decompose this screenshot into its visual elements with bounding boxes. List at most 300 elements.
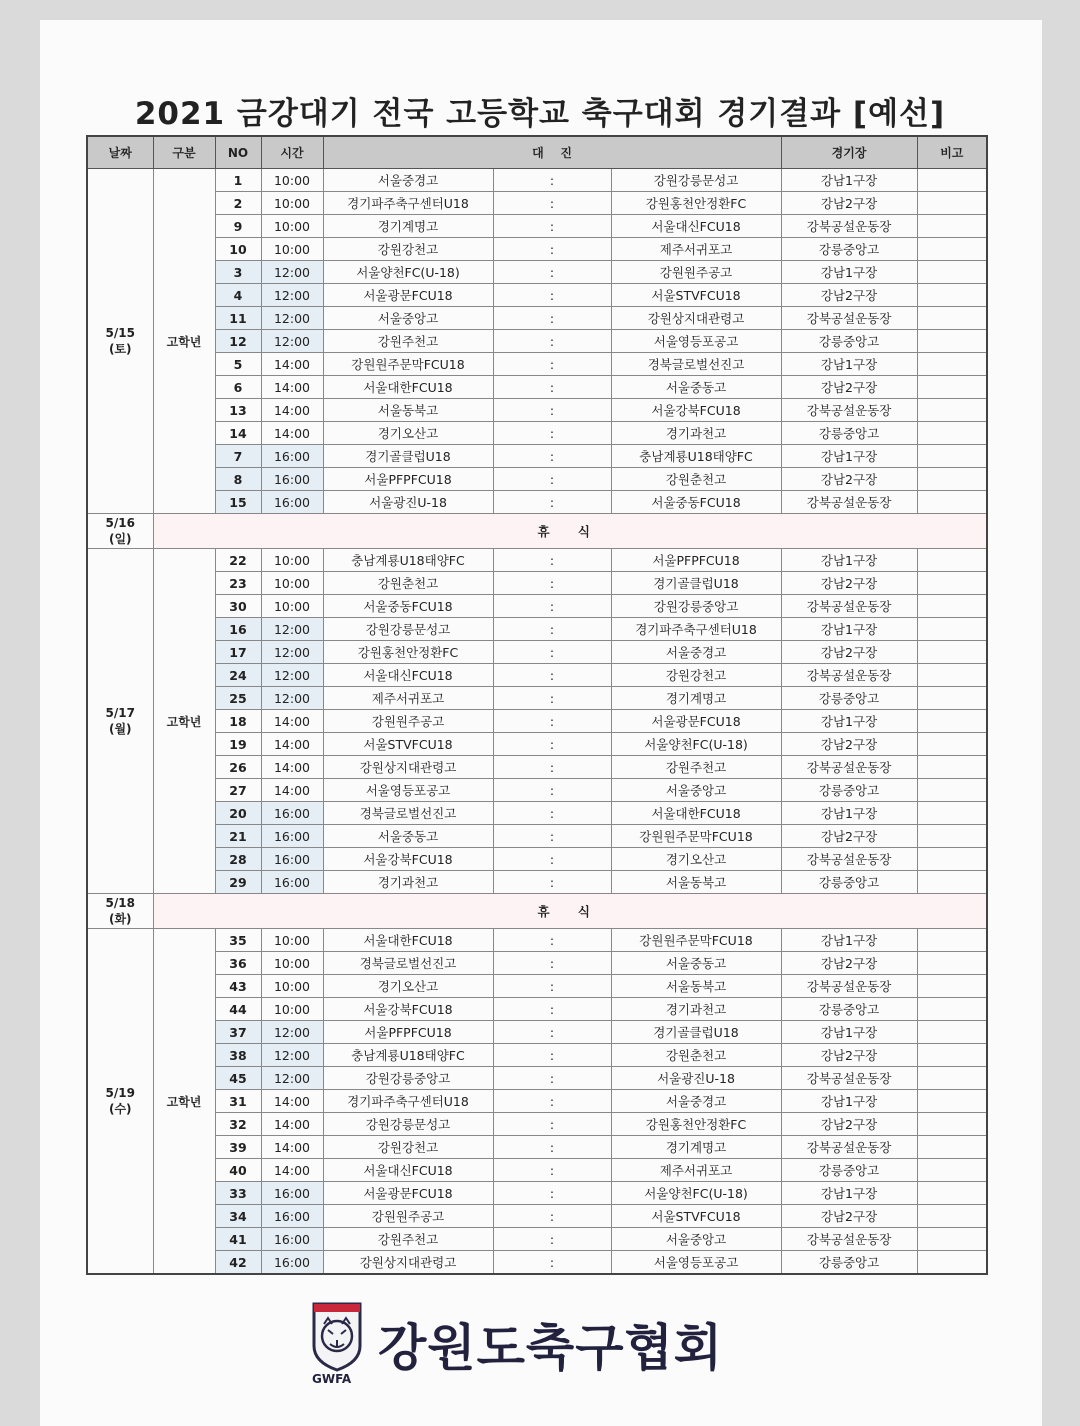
note-cell: [917, 284, 987, 307]
home-team: 강원주천고: [323, 330, 493, 353]
venue-cell: 강남1구장: [781, 1182, 917, 1205]
versus-separator: :: [493, 618, 611, 641]
versus-separator: :: [493, 687, 611, 710]
home-team: 서울강북FCU18: [323, 998, 493, 1021]
match-time: 16:00: [261, 825, 323, 848]
match-no: 36: [215, 952, 261, 975]
note-cell: [917, 399, 987, 422]
match-time: 14:00: [261, 376, 323, 399]
match-time: 12:00: [261, 330, 323, 353]
match-no: 39: [215, 1136, 261, 1159]
schedule-table: [86, 135, 988, 1275]
match-no: 29: [215, 871, 261, 894]
note-cell: [917, 975, 987, 998]
match-row: [87, 284, 987, 307]
match-time: 12:00: [261, 1044, 323, 1067]
org-name: 강원도축구협회: [378, 1319, 724, 1377]
note-cell: [917, 238, 987, 261]
match-time: 12:00: [261, 687, 323, 710]
venue-cell: 강남1구장: [781, 1021, 917, 1044]
away-team: 강원원주문막FCU18: [611, 825, 781, 848]
match-no: 18: [215, 710, 261, 733]
versus-separator: :: [493, 1205, 611, 1228]
venue-cell: 강남2구장: [781, 376, 917, 399]
versus-separator: :: [493, 215, 611, 238]
match-time: 14:00: [261, 1090, 323, 1113]
note-cell: [917, 491, 987, 514]
versus-separator: :: [493, 779, 611, 802]
home-team: 서울중앙고: [323, 307, 493, 330]
match-time: 14:00: [261, 1113, 323, 1136]
home-team: 충남계룡U18태양FC: [323, 549, 493, 572]
match-row: [87, 1205, 987, 1228]
match-row: [87, 353, 987, 376]
match-no: 14: [215, 422, 261, 445]
date-line: 5/17: [105, 705, 135, 720]
match-time: 12:00: [261, 664, 323, 687]
versus-separator: :: [493, 238, 611, 261]
venue-cell: 강남1구장: [781, 169, 917, 192]
away-team: 경기계명고: [611, 687, 781, 710]
match-time: 12:00: [261, 1021, 323, 1044]
venue-cell: 강남1구장: [781, 929, 917, 952]
date-cell: [87, 549, 153, 894]
home-team: 경기오산고: [323, 975, 493, 998]
versus-separator: :: [493, 998, 611, 1021]
versus-separator: :: [493, 261, 611, 284]
away-team: 경북글로벌선진고: [611, 353, 781, 376]
match-time: 10:00: [261, 215, 323, 238]
grade-cell: 고학년: [153, 929, 215, 1275]
match-row: [87, 1021, 987, 1044]
match-no: 8: [215, 468, 261, 491]
match-row: [87, 618, 987, 641]
header-venue: 경기장: [781, 136, 917, 169]
home-team: 경북글로벌선진고: [323, 802, 493, 825]
match-row: [87, 399, 987, 422]
home-team: 경기골클럽U18: [323, 445, 493, 468]
match-time: 16:00: [261, 1228, 323, 1251]
away-team: 강원원주공고: [611, 261, 781, 284]
away-team: 경기파주축구센터U18: [611, 618, 781, 641]
away-team: 서울중경고: [611, 1090, 781, 1113]
versus-separator: :: [493, 1159, 611, 1182]
away-team: 서울동북고: [611, 975, 781, 998]
match-row: [87, 1090, 987, 1113]
header-category: 구분: [153, 136, 215, 169]
venue-cell: 강남1구장: [781, 710, 917, 733]
versus-separator: :: [493, 975, 611, 998]
match-no: 41: [215, 1228, 261, 1251]
match-no: 42: [215, 1251, 261, 1275]
away-team: 강원강천고: [611, 664, 781, 687]
venue-cell: 강릉중앙고: [781, 687, 917, 710]
note-cell: [917, 1159, 987, 1182]
org-abbr: GWFA: [312, 1372, 352, 1386]
away-team: 서울대신FCU18: [611, 215, 781, 238]
match-row: [87, 756, 987, 779]
venue-cell: 강북공설운동장: [781, 307, 917, 330]
page-title: 2021 금강대기 전국 고등학교 축구대회 경기결과 [예선]: [134, 96, 946, 132]
home-team: 서울대한FCU18: [323, 376, 493, 399]
home-team: 강원강릉문성고: [323, 618, 493, 641]
match-no: 17: [215, 641, 261, 664]
away-team: 서울중앙고: [611, 779, 781, 802]
match-no: 15: [215, 491, 261, 514]
match-time: 16:00: [261, 1182, 323, 1205]
match-no: 24: [215, 664, 261, 687]
match-row: [87, 595, 987, 618]
away-team: 서울중경고: [611, 641, 781, 664]
versus-separator: :: [493, 330, 611, 353]
match-time: 10:00: [261, 238, 323, 261]
date-line: 5/18: [105, 895, 135, 910]
venue-cell: 강남2구장: [781, 468, 917, 491]
away-team: 서울동북고: [611, 871, 781, 894]
note-cell: [917, 1113, 987, 1136]
home-team: 서울대한FCU18: [323, 929, 493, 952]
note-cell: [917, 825, 987, 848]
versus-separator: :: [493, 307, 611, 330]
note-cell: [917, 848, 987, 871]
venue-cell: 강남1구장: [781, 445, 917, 468]
versus-separator: :: [493, 169, 611, 192]
away-team: 경기오산고: [611, 848, 781, 871]
away-team: 서울PFPFCU18: [611, 549, 781, 572]
match-time: 10:00: [261, 595, 323, 618]
match-no: 22: [215, 549, 261, 572]
home-team: 강원강릉중앙고: [323, 1067, 493, 1090]
note-cell: [917, 998, 987, 1021]
match-row: [87, 491, 987, 514]
match-row: [87, 733, 987, 756]
away-team: 서울강북FCU18: [611, 399, 781, 422]
match-no: 19: [215, 733, 261, 756]
home-team: 서울광문FCU18: [323, 284, 493, 307]
home-team: 서울양천FC(U-18): [323, 261, 493, 284]
match-time: 12:00: [261, 1067, 323, 1090]
venue-cell: 강남2구장: [781, 572, 917, 595]
away-team: 서울중앙고: [611, 1228, 781, 1251]
venue-cell: 강남2구장: [781, 641, 917, 664]
match-row: [87, 1182, 987, 1205]
home-team: 서울강북FCU18: [323, 848, 493, 871]
away-team: 서울중동FCU18: [611, 491, 781, 514]
note-cell: [917, 929, 987, 952]
venue-cell: 강릉중앙고: [781, 330, 917, 353]
match-row: [87, 1228, 987, 1251]
header-row: [87, 136, 987, 169]
grade-cell: 고학년: [153, 549, 215, 894]
match-row: [87, 307, 987, 330]
away-team: 서울중동고: [611, 376, 781, 399]
match-row: [87, 975, 987, 998]
match-no: 20: [215, 802, 261, 825]
note-cell: [917, 664, 987, 687]
venue-cell: 강남2구장: [781, 1044, 917, 1067]
note-cell: [917, 802, 987, 825]
venue-cell: 강릉중앙고: [781, 871, 917, 894]
match-no: 40: [215, 1159, 261, 1182]
match-no: 3: [215, 261, 261, 284]
venue-cell: 강남2구장: [781, 952, 917, 975]
match-no: 31: [215, 1090, 261, 1113]
home-team: 강원원주문막FCU18: [323, 353, 493, 376]
away-team: 제주서귀포고: [611, 1159, 781, 1182]
match-row: [87, 825, 987, 848]
versus-separator: :: [493, 952, 611, 975]
note-cell: [917, 710, 987, 733]
match-no: 34: [215, 1205, 261, 1228]
match-row: [87, 572, 987, 595]
note-cell: [917, 641, 987, 664]
home-team: 강원원주공고: [323, 1205, 493, 1228]
note-cell: [917, 1021, 987, 1044]
versus-separator: :: [493, 1044, 611, 1067]
match-time: 12:00: [261, 284, 323, 307]
match-time: 10:00: [261, 549, 323, 572]
date-cell: [87, 169, 153, 514]
match-no: 5: [215, 353, 261, 376]
note-cell: [917, 549, 987, 572]
venue-cell: 강북공설운동장: [781, 975, 917, 998]
date-line: 5/19: [105, 1085, 135, 1100]
match-time: 12:00: [261, 618, 323, 641]
away-team: 서울영등포공고: [611, 1251, 781, 1275]
match-time: 14:00: [261, 422, 323, 445]
versus-separator: :: [493, 353, 611, 376]
home-team: 서울대신FCU18: [323, 1159, 493, 1182]
match-time: 12:00: [261, 261, 323, 284]
match-row: [87, 664, 987, 687]
versus-separator: :: [493, 848, 611, 871]
versus-separator: :: [493, 572, 611, 595]
note-cell: [917, 169, 987, 192]
home-team: 강원원주공고: [323, 710, 493, 733]
home-team: 서울영등포공고: [323, 779, 493, 802]
match-row: [87, 848, 987, 871]
away-team: 강원홍천안정환FC: [611, 192, 781, 215]
match-time: 16:00: [261, 445, 323, 468]
versus-separator: :: [493, 1067, 611, 1090]
match-no: 6: [215, 376, 261, 399]
match-row: [87, 422, 987, 445]
venue-cell: 강남1구장: [781, 802, 917, 825]
venue-cell: 강북공설운동장: [781, 595, 917, 618]
note-cell: [917, 376, 987, 399]
match-row: [87, 929, 987, 952]
match-no: 44: [215, 998, 261, 1021]
match-row: [87, 710, 987, 733]
match-no: 4: [215, 284, 261, 307]
venue-cell: 강북공설운동장: [781, 1067, 917, 1090]
versus-separator: :: [493, 376, 611, 399]
venue-cell: 강남2구장: [781, 825, 917, 848]
match-time: 16:00: [261, 871, 323, 894]
away-team: 제주서귀포고: [611, 238, 781, 261]
away-team: 강원춘천고: [611, 468, 781, 491]
home-team: 서울PFPFCU18: [323, 1021, 493, 1044]
header-time: 시간: [261, 136, 323, 169]
match-no: 23: [215, 572, 261, 595]
header-no: NO: [215, 136, 261, 169]
match-time: 10:00: [261, 952, 323, 975]
match-row: [87, 376, 987, 399]
match-time: 10:00: [261, 169, 323, 192]
match-time: 16:00: [261, 1205, 323, 1228]
match-no: 9: [215, 215, 261, 238]
versus-separator: :: [493, 1182, 611, 1205]
versus-separator: :: [493, 1228, 611, 1251]
versus-separator: :: [493, 802, 611, 825]
match-row: [87, 169, 987, 192]
away-team: 서울STVFCU18: [611, 284, 781, 307]
match-row: [87, 802, 987, 825]
match-time: 16:00: [261, 468, 323, 491]
venue-cell: 강남1구장: [781, 353, 917, 376]
footer-logo: [308, 1300, 778, 1395]
header-date: 날짜: [87, 136, 153, 169]
weekday-line: (토): [108, 341, 132, 356]
note-cell: [917, 445, 987, 468]
venue-cell: 강남1구장: [781, 549, 917, 572]
home-team: 경기오산고: [323, 422, 493, 445]
home-team: 강원홍천안정환FC: [323, 641, 493, 664]
venue-cell: 강북공설운동장: [781, 491, 917, 514]
note-cell: [917, 1090, 987, 1113]
away-team: 강원춘천고: [611, 1044, 781, 1067]
home-team: 서울중동고: [323, 825, 493, 848]
home-team: 서울PFPFCU18: [323, 468, 493, 491]
weekday-line: (수): [108, 1101, 132, 1116]
venue-cell: 강북공설운동장: [781, 1136, 917, 1159]
versus-separator: :: [493, 1251, 611, 1275]
weekday-line: (일): [108, 531, 132, 546]
rest-label: 휴 식: [153, 894, 987, 929]
match-row: [87, 1067, 987, 1090]
note-cell: [917, 330, 987, 353]
match-row: [87, 1136, 987, 1159]
match-row: [87, 468, 987, 491]
match-time: 14:00: [261, 733, 323, 756]
match-row: [87, 687, 987, 710]
note-cell: [917, 1205, 987, 1228]
away-team: 서울광진U-18: [611, 1067, 781, 1090]
match-time: 14:00: [261, 399, 323, 422]
away-team: 강원강릉중앙고: [611, 595, 781, 618]
versus-separator: :: [493, 422, 611, 445]
home-team: 서울STVFCU18: [323, 733, 493, 756]
note-cell: [917, 1182, 987, 1205]
match-no: 21: [215, 825, 261, 848]
versus-separator: :: [493, 468, 611, 491]
versus-separator: :: [493, 871, 611, 894]
note-cell: [917, 468, 987, 491]
away-team: 충남계룡U18태양FC: [611, 445, 781, 468]
away-team: 강원원주문막FCU18: [611, 929, 781, 952]
match-row: [87, 215, 987, 238]
match-time: 16:00: [261, 491, 323, 514]
match-no: 16: [215, 618, 261, 641]
away-team: 서울광문FCU18: [611, 710, 781, 733]
date-cell: [87, 514, 153, 549]
match-no: 26: [215, 756, 261, 779]
match-time: 12:00: [261, 307, 323, 330]
note-cell: [917, 595, 987, 618]
note-cell: [917, 871, 987, 894]
versus-separator: :: [493, 1090, 611, 1113]
match-no: 11: [215, 307, 261, 330]
away-team: 경기계명고: [611, 1136, 781, 1159]
match-no: 45: [215, 1067, 261, 1090]
note-cell: [917, 307, 987, 330]
match-no: 27: [215, 779, 261, 802]
match-no: 25: [215, 687, 261, 710]
versus-separator: :: [493, 710, 611, 733]
away-team: 경기과천고: [611, 998, 781, 1021]
versus-separator: :: [493, 192, 611, 215]
home-team: 제주서귀포고: [323, 687, 493, 710]
away-team: 경기골클럽U18: [611, 1021, 781, 1044]
match-row: [87, 779, 987, 802]
weekday-line: (화): [108, 911, 132, 926]
away-team: 경기골클럽U18: [611, 572, 781, 595]
home-team: 서울중동FCU18: [323, 595, 493, 618]
match-no: 2: [215, 192, 261, 215]
versus-separator: :: [493, 1021, 611, 1044]
venue-cell: 강남1구장: [781, 618, 917, 641]
venue-cell: 강북공설운동장: [781, 664, 917, 687]
date-cell: [87, 894, 153, 929]
home-team: 충남계룡U18태양FC: [323, 1044, 493, 1067]
venue-cell: 강북공설운동장: [781, 848, 917, 871]
match-row: [87, 952, 987, 975]
versus-separator: :: [493, 595, 611, 618]
match-time: 12:00: [261, 641, 323, 664]
venue-cell: 강릉중앙고: [781, 238, 917, 261]
match-no: 7: [215, 445, 261, 468]
away-team: 서울중동고: [611, 952, 781, 975]
match-no: 32: [215, 1113, 261, 1136]
away-team: 서울영등포공고: [611, 330, 781, 353]
weekday-line: (월): [108, 721, 132, 736]
versus-separator: :: [493, 491, 611, 514]
note-cell: [917, 353, 987, 376]
venue-cell: 강남2구장: [781, 1205, 917, 1228]
venue-cell: 강릉중앙고: [781, 1159, 917, 1182]
home-team: 경기파주축구센터U18: [323, 1090, 493, 1113]
match-row: [87, 261, 987, 284]
match-time: 10:00: [261, 998, 323, 1021]
home-team: 강원주천고: [323, 1228, 493, 1251]
match-time: 10:00: [261, 929, 323, 952]
venue-cell: 강릉중앙고: [781, 1251, 917, 1275]
versus-separator: :: [493, 549, 611, 572]
versus-separator: :: [493, 756, 611, 779]
away-team: 강원홍천안정환FC: [611, 1113, 781, 1136]
header-match: 대 진: [323, 136, 781, 169]
note-cell: [917, 952, 987, 975]
versus-separator: :: [493, 929, 611, 952]
venue-cell: 강릉중앙고: [781, 779, 917, 802]
match-no: 35: [215, 929, 261, 952]
match-no: 38: [215, 1044, 261, 1067]
home-team: 강원강천고: [323, 1136, 493, 1159]
home-team: 경북글로벌선진고: [323, 952, 493, 975]
match-time: 14:00: [261, 756, 323, 779]
match-no: 33: [215, 1182, 261, 1205]
venue-cell: 강남2구장: [781, 192, 917, 215]
